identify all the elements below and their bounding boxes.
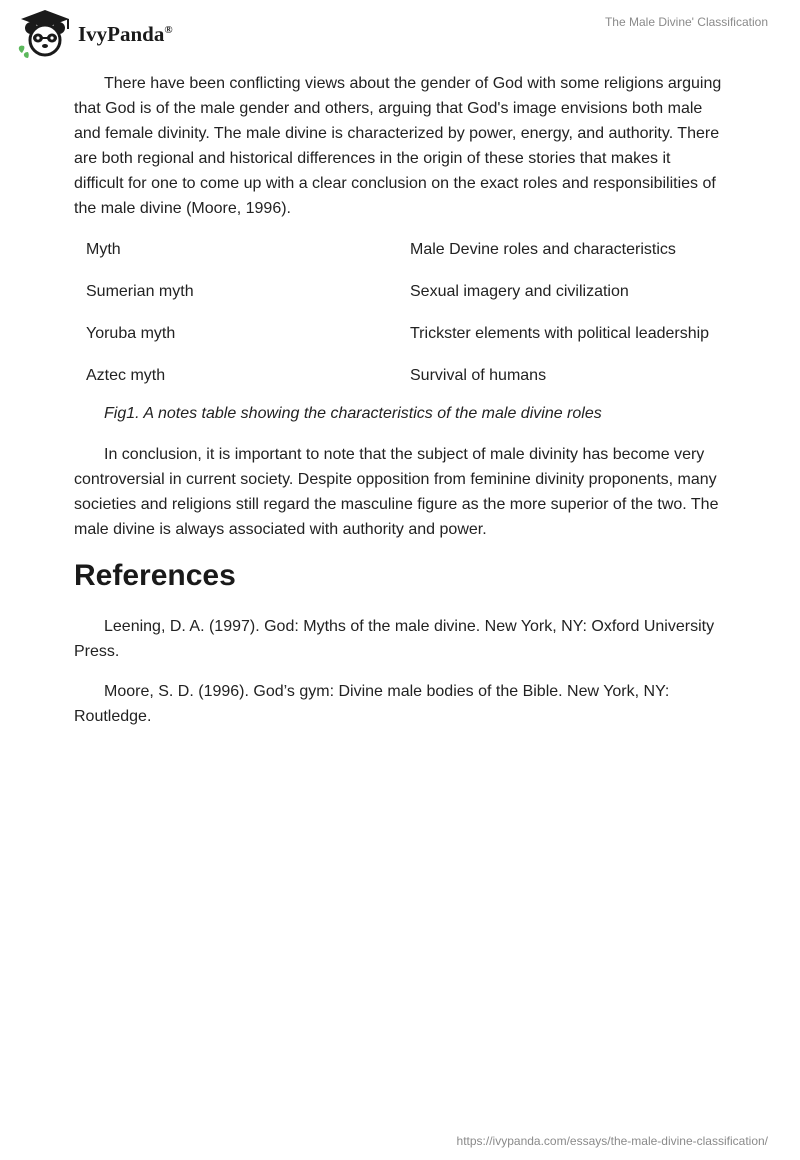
brand-name: IvyPanda® [78, 21, 173, 46]
table-caption: Fig1. A notes table showing the characteristics of the male divine roles [104, 405, 602, 422]
table-row [74, 355, 724, 397]
reference-item: Moore, S. D. (1996). God’s gym: Divine male bodies of the Bible. New York, NY: Routledge. [74, 683, 670, 725]
footer-url-link[interactable]: https://ivypanda.com/essays/the-male-divine-classification/ [456, 1134, 768, 1148]
table-cell: Sexual imagery and civilization [410, 283, 629, 300]
table-cell: Yoruba myth [86, 325, 176, 342]
notes-table [74, 229, 724, 397]
essay-content [74, 71, 724, 744]
table-cell: Aztec myth [86, 367, 166, 384]
table-cell: Survival of humans [410, 367, 547, 384]
table-header-row [74, 229, 724, 271]
document-title: The Male Divine' Classification [604, 15, 768, 29]
reference-item: Leening, D. A. (1997). God: Myths of the male divine. New York, NY: Oxford University Press. [74, 618, 715, 660]
table-row [74, 313, 724, 355]
table-row [74, 271, 724, 313]
table-header-cell: Myth [86, 241, 121, 258]
ivypanda-logo[interactable] [14, 8, 173, 58]
references-heading: References [74, 559, 236, 592]
conclusion-paragraph: In conclusion, it is important to note that the subject of male divinity has become very controversial in current society. Despite opposition from feminine divinity proponents, many societies and religions still regard the masculine figure as the more superior of the two. The male divine is always associated with authority and power. [74, 446, 719, 538]
intro-paragraph: There have been conflicting views about the gender of God with some religions arguing that God is of the male gender and others, arguing that God's image envisions both male and female divinity. The male divine is characterized by power, energy, and authority. There are both regional and historical differences in the origin of these stories that makes it difficult for one to come up with a clear conclusion on the exact roles and responsibilities of the male divine (Moore, 1996). [74, 75, 722, 217]
table-header-cell: Male Devine roles and characteristics [410, 241, 676, 258]
table-cell: Sumerian myth [86, 283, 194, 300]
panda-graduate-icon [14, 8, 76, 58]
table-cell: Trickster elements with political leadership [410, 325, 710, 342]
